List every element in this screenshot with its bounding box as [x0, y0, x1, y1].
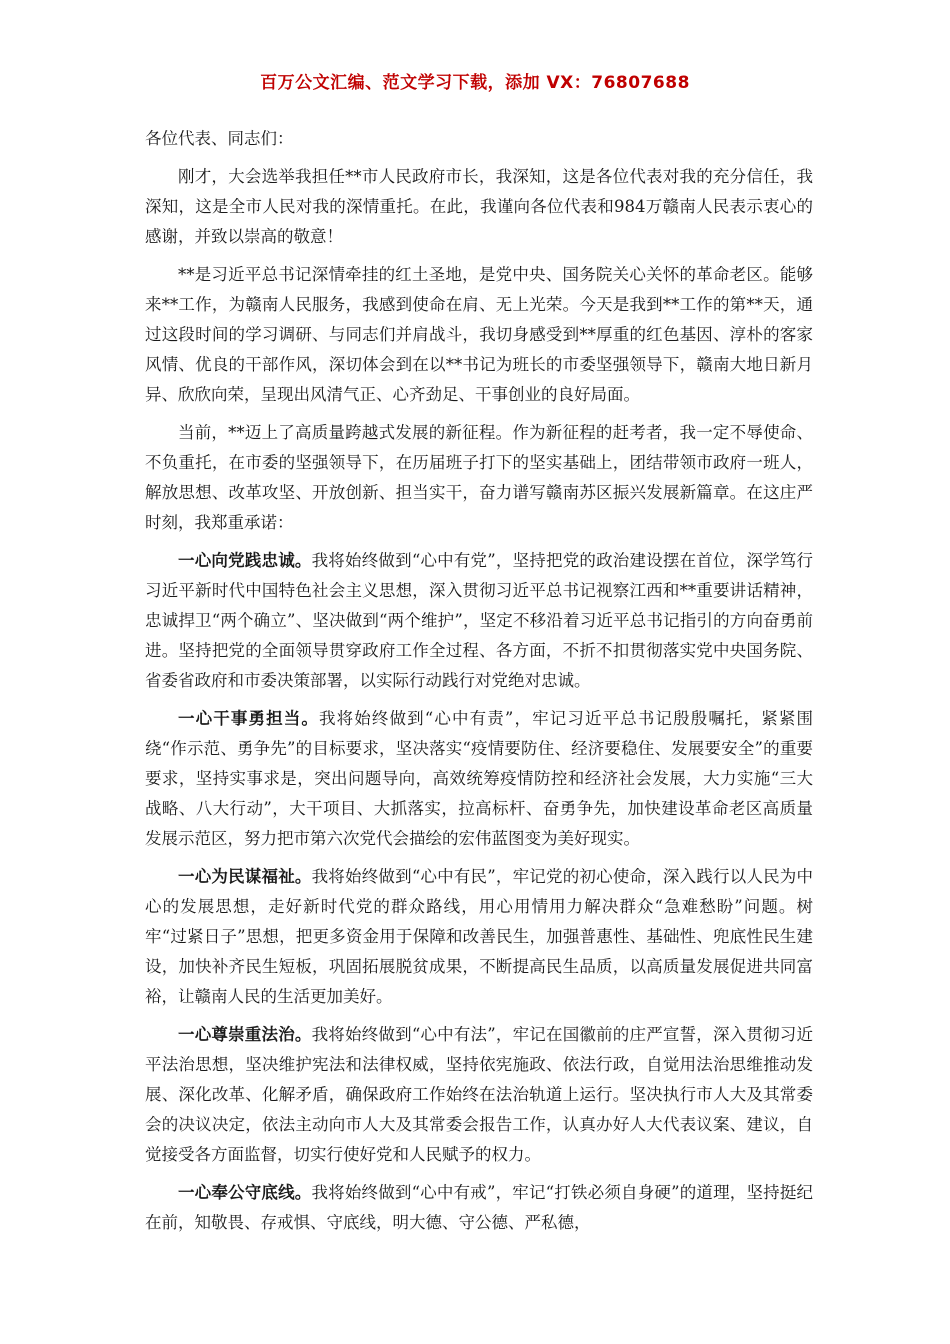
paragraph-text: 我将始终做到“心中有法”，牢记在国徽前的庄严宣誓，深入贯彻习近平法治思想，坚决维护宪法和法律权威，坚持依宪施政、依法行政，自觉用法治思维推动发展、深化改革、化解矛盾，确保政府工作始终在法治轨道上运行。坚决执行市人大及其常委会的决议决定，依法主动向市人大及其常委会报告工作，认真办好人大代表议案、建议，自觉接受各方面监督，切实行使好党和人民赋予的权力。: [145, 1025, 813, 1164]
paragraph-thanks: [145, 162, 813, 252]
paragraph-text: 我将始终做到“心中有党”，坚持把党的政治建设摆在首位，深学笃行习近平新时代中国特色社会主义思想，深入贯彻习近平总书记视察江西和**重要讲话精神，忠诚捍卫“两个确立”、坚决做到“两个维护”，坚定不移沿着习近平总书记指引的方向奋勇前进。坚持把党的全面领导贯穿政府工作全过程、各方面，不折不扣贯彻落实党中央国务院、省委省政府和市委决策部署，以实际行动践行对党绝对忠诚。: [145, 551, 813, 690]
paragraph-rule-of-law: [145, 1020, 813, 1170]
salutation: 各位代表、同志们：: [145, 129, 294, 148]
paragraph-text: 当前，**迈上了高质量跨越式发展的新征程。作为新征程的赶考者，我一定不辱使命、不负重托，在市委的坚强领导下，在历届班子打下的坚实基础上，团结带领市政府一班人，解放思想、改革攻坚、开放创新、担当实干，奋力谱写赣南苏区振兴发展新篇章。在这庄严时刻，我郑重承诺：: [145, 423, 813, 532]
paragraph-lead: 一心尊崇重法治。: [178, 1025, 312, 1044]
paragraph-lead: 一心干事勇担当。: [178, 709, 320, 728]
paragraph-lead: 一心奉公守底线。: [178, 1183, 312, 1202]
paragraph-text: 我将始终做到“心中有戒”，牢记“打铁必须自身硬”的道理，坚持挺纪在前，知敬畏、存戒惧、守底线，明大德、守公德、严私德，: [145, 1183, 814, 1232]
paragraph-text: 我将始终做到“心中有责”，牢记习近平总书记殷殷嘱托，紧紧围绕“作示范、勇争先”的目标要求，坚决落实“疫情要防住、经济要稳住、发展要安全”的重要要求，坚持实事求是，突出问题导向，高效统筹疫情防控和经济社会发展，大力实施“三大战略、八大行动”，大干项目、大抓落实，拉高标杆、奋勇争先，加快建设革命老区高质量发展示范区，努力把市第六次党代会描绘的宏伟蓝图变为美好现实。: [145, 709, 813, 848]
paragraph-commitment-intro: [145, 418, 813, 538]
paragraph-lead: 一心向党践忠诚。: [178, 551, 312, 570]
paragraph-text: **是习近平总书记深情牵挂的红土圣地，是党中央、国务院关心关怀的革命老区。能够来**工作，为赣南人民服务，我感到使命在肩、无上光荣。今天是我到**工作的第**天，通过这段时间的学习调研、与同志们并肩战斗，我切身感受到**厚重的红色基因、淳朴的客家风情、优良的干部作风，深切体会到在以**书记为班长的市委坚强领导下，赣南大地日新月异、欣欣向荣，呈现出风清气正、心齐劲足、干事创业的良好局面。: [145, 265, 813, 404]
header-banner: 百万公文汇编、范文学习下载，添加 VX：76807688: [260, 73, 690, 93]
document-body: [145, 124, 813, 1246]
paragraph-introduction: [145, 260, 813, 410]
paragraph-loyalty: [145, 546, 813, 696]
paragraph-people: [145, 862, 813, 1012]
paragraph-text: 我将始终做到“心中有民”，牢记党的初心使命，深入践行以人民为中心的发展思想，走好新时代党的群众路线，用心用情用力解决群众“急难愁盼”问题。树牢“过紧日子”思想，把更多资金用于保障和改善民生，加强普惠性、基础性、兜底性民生建设，加快补齐民生短板，巩固拓展脱贫成果，不断提高民生品质，以高质量发展促进共同富裕，让赣南人民的生活更加美好。: [145, 867, 813, 1006]
paragraph-integrity: [145, 1178, 813, 1238]
paragraph-responsibility: [145, 704, 813, 854]
paragraph-text: 刚才，大会选举我担任**市人民政府市长，我深知，这是各位代表对我的充分信任，我深知，这是全市人民对我的深情重托。在此，我谨向各位代表和984万赣南人民表示衷心的感谢，并致以崇高的敬意！: [145, 167, 813, 246]
paragraph-lead: 一心为民谋福祉。: [178, 867, 312, 886]
